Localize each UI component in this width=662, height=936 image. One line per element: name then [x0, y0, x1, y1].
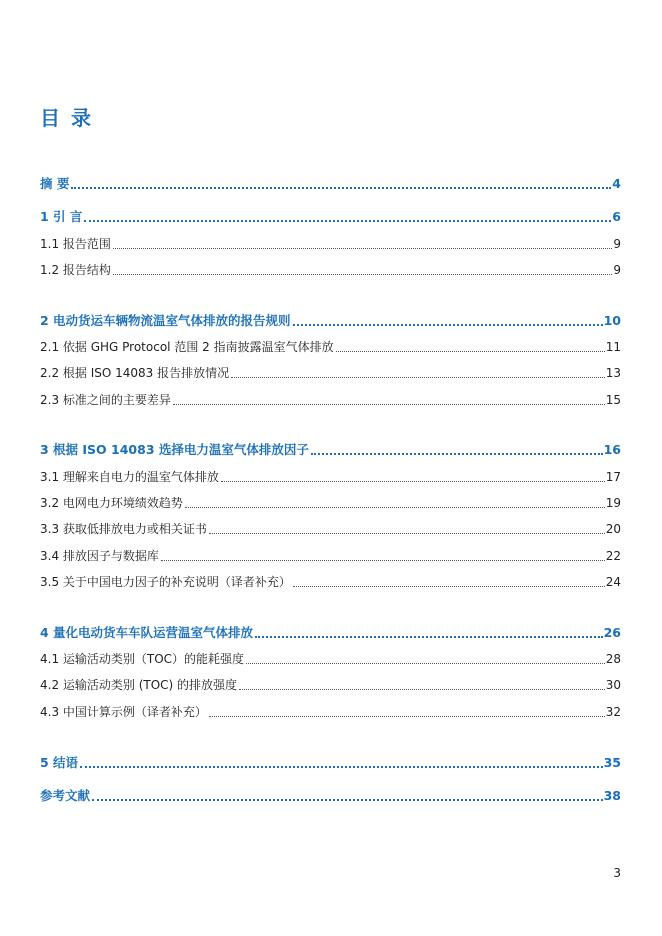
- toc-leader-dots: [209, 716, 605, 717]
- toc-entry-page: 10: [603, 313, 621, 328]
- toc-entry-page: 26: [603, 625, 621, 640]
- toc-entry-page: 11: [605, 340, 621, 354]
- toc-leader-dots: [84, 220, 611, 222]
- toc-leader-dots: [246, 663, 605, 664]
- toc-entry-page: 15: [605, 393, 621, 407]
- toc-entry-label: 2.1 依据 GHG Protocol 范围 2 指南披露温室气体排放: [40, 340, 334, 354]
- toc-entry-abstract[interactable]: [40, 176, 621, 192]
- toc-entry-1-2[interactable]: [40, 262, 621, 278]
- toc-entry-page: 28: [605, 652, 621, 666]
- toc-entry-label: 1.2 报告结构: [40, 263, 111, 277]
- toc-entry-3-1[interactable]: [40, 469, 621, 485]
- toc-leader-dots: [185, 507, 605, 508]
- toc-entry-label: 3.4 排放因子与数据库: [40, 549, 159, 563]
- toc-entry-page: 9: [613, 237, 621, 251]
- toc-entry-label: 4 量化电动货车车队运营温室气体排放: [40, 625, 254, 640]
- toc-entry-page: 9: [613, 263, 621, 277]
- toc-entry-2-1[interactable]: [40, 339, 621, 355]
- toc-entry-label: 2.3 标准之间的主要差异: [40, 393, 171, 407]
- toc-leader-dots: [173, 404, 605, 405]
- toc-leader-dots: [161, 560, 605, 561]
- toc-entry-page: 19: [605, 496, 621, 510]
- toc-leader-dots: [239, 689, 605, 690]
- toc-entry-chapter-4[interactable]: [40, 625, 621, 641]
- toc-entry-3-4[interactable]: [40, 548, 621, 564]
- toc-entry-label: 4.2 运输活动类别 (TOC) 的排放强度: [40, 678, 238, 692]
- toc-entry-label: 4.3 中国计算示例（译者补充）: [40, 705, 207, 719]
- toc-entry-2-3[interactable]: [40, 392, 621, 408]
- toc-entry-page: 16: [603, 442, 621, 457]
- toc-entry-page: 32: [605, 705, 621, 719]
- toc-entry-page: 6: [612, 209, 621, 224]
- toc-entry-page: 20: [605, 522, 621, 536]
- toc-entry-label: 5 结语: [40, 755, 79, 770]
- toc-leader-dots: [113, 274, 612, 275]
- toc-entry-label: 3.2 电网电力环境绩效趋势: [40, 496, 183, 510]
- toc-entry-label: 2.2 根据 ISO 14083 报告排放情况: [40, 366, 230, 380]
- toc-entry-label: 摘 要: [40, 176, 70, 191]
- toc-leader-dots: [71, 187, 611, 189]
- toc-entry-page: 17: [605, 470, 621, 484]
- toc-entry-1-1[interactable]: [40, 236, 621, 252]
- toc-entry-label: 1 引 言: [40, 209, 83, 224]
- toc-entry-label: 参考文献: [40, 788, 91, 803]
- toc-leader-dots: [113, 248, 612, 249]
- page-number: 3: [613, 866, 621, 880]
- toc-entry-label: 3.5 关于中国电力因子的补充说明（译者补充）: [40, 575, 291, 589]
- toc-entry-3-2[interactable]: [40, 495, 621, 511]
- toc-entry-chapter-5[interactable]: [40, 755, 621, 771]
- toc-entry-label: 3.1 理解来自电力的温室气体排放: [40, 470, 219, 484]
- toc-entry-label: 1.1 报告范围: [40, 237, 111, 251]
- toc-entry-label: 2 电动货运车辆物流温室气体排放的报告规则: [40, 313, 291, 328]
- toc-leader-dots: [293, 324, 603, 326]
- toc-entry-label: 4.1 运输活动类别（TOC）的能耗强度: [40, 652, 245, 666]
- toc-entry-page: 22: [605, 549, 621, 563]
- toc-entry-page: 38: [603, 788, 621, 803]
- toc-entry-page: 24: [605, 575, 621, 589]
- toc-entry-4-3[interactable]: [40, 704, 621, 720]
- toc-entry-label: 3.3 获取低排放电力或相关证书: [40, 522, 207, 536]
- toc-leader-dots: [255, 636, 603, 638]
- toc-leader-dots: [209, 533, 605, 534]
- toc-entry-label: 3 根据 ISO 14083 选择电力温室气体排放因子: [40, 442, 309, 457]
- toc-entry-page: 4: [612, 176, 621, 191]
- toc-entry-page: 35: [603, 755, 621, 770]
- toc-leader-dots: [293, 586, 605, 587]
- toc-leader-dots: [231, 377, 605, 378]
- toc-entry-4-1[interactable]: [40, 651, 621, 667]
- page-title: 目 录: [40, 106, 93, 130]
- toc-entry-chapter-1[interactable]: [40, 209, 621, 225]
- toc-leader-dots: [221, 481, 605, 482]
- toc-leader-dots: [336, 351, 605, 352]
- toc-entry-4-2[interactable]: [40, 677, 621, 693]
- toc-leader-dots: [311, 453, 603, 455]
- toc-entry-references[interactable]: [40, 788, 621, 804]
- toc-entry-chapter-2[interactable]: [40, 313, 621, 329]
- toc-entry-chapter-3[interactable]: [40, 442, 621, 458]
- toc-entry-page: 13: [605, 366, 621, 380]
- toc-leader-dots: [92, 799, 603, 801]
- toc-entry-3-3[interactable]: [40, 521, 621, 537]
- toc-leader-dots: [80, 766, 603, 768]
- toc-entry-3-5[interactable]: [40, 574, 621, 590]
- toc-entry-page: 30: [605, 678, 621, 692]
- toc-entry-2-2[interactable]: [40, 365, 621, 381]
